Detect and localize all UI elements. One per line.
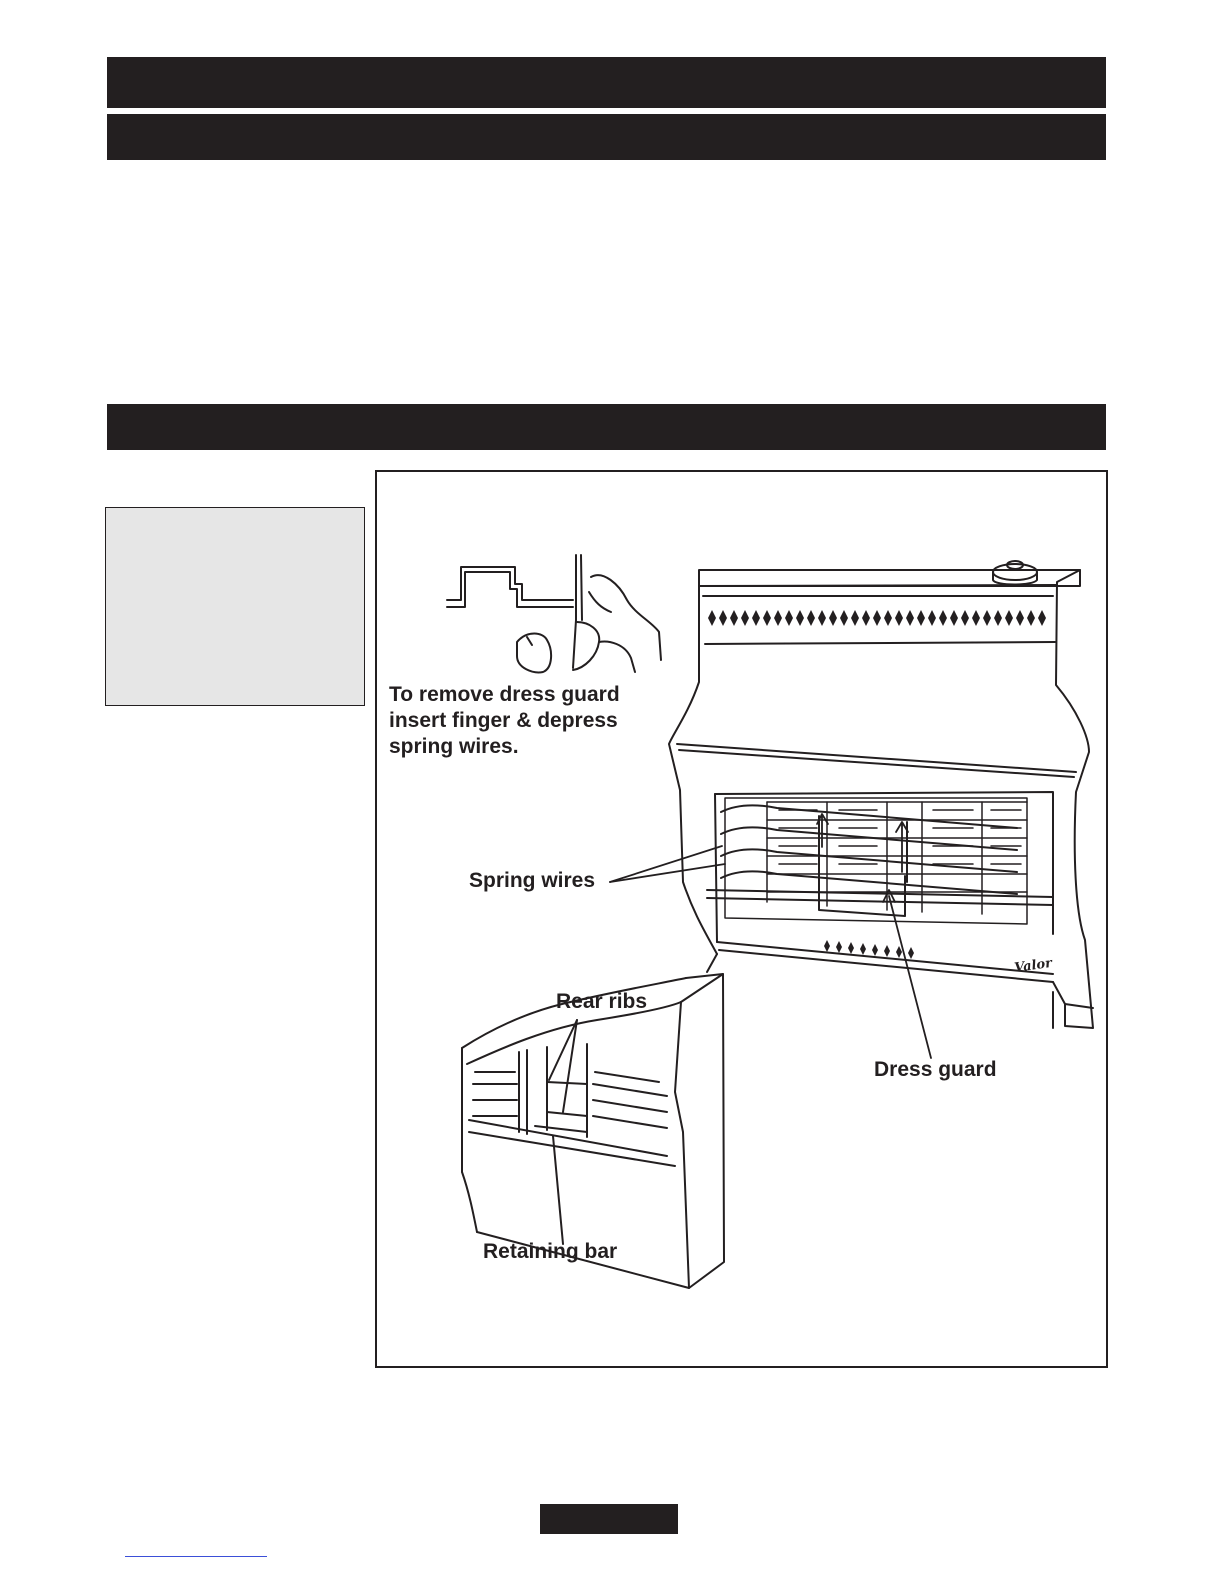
heater-illustration bbox=[377, 472, 1108, 1368]
dress-guard-removal-figure bbox=[375, 470, 1108, 1368]
section-heading-bar bbox=[107, 57, 1106, 108]
rear-ribs-label: Rear ribs bbox=[556, 990, 648, 1013]
spring-wires-label: Spring wires bbox=[469, 869, 596, 892]
footer-rule bbox=[125, 1556, 267, 1557]
instruction-caption: To remove dress guard insert finger & depress spring wires. bbox=[389, 683, 620, 758]
page-number-tab bbox=[540, 1504, 678, 1534]
section-heading-bar-2 bbox=[107, 404, 1106, 450]
diamond-pattern bbox=[708, 610, 1046, 959]
note-box bbox=[105, 507, 365, 706]
retaining-bar-label: Retaining bar bbox=[483, 1240, 618, 1263]
dress-guard-label: Dress guard bbox=[874, 1058, 997, 1081]
brand-logo: Valor bbox=[1013, 955, 1053, 976]
subheading-bar bbox=[107, 114, 1106, 160]
finger-depress-inset bbox=[447, 555, 661, 672]
